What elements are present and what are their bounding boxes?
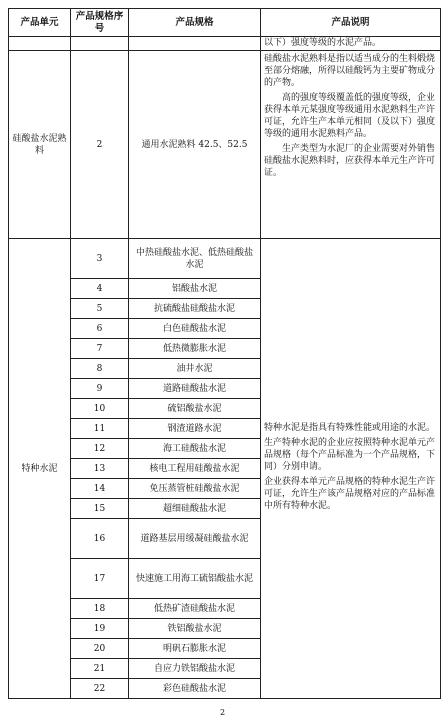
seq-cell: 8 bbox=[71, 359, 129, 379]
header-unit: 产品单元 bbox=[9, 9, 71, 37]
spec-cell: 快速施工用海工硫铝酸盐水泥 bbox=[129, 559, 261, 599]
seq-cell: 4 bbox=[71, 279, 129, 299]
seq-cell: 3 bbox=[71, 239, 129, 279]
seq-cell: 19 bbox=[71, 619, 129, 639]
header-spec: 产品规格 bbox=[129, 9, 261, 37]
clinker-unit: 硅酸盐水泥熟料 bbox=[9, 51, 71, 239]
continued-desc-text: 以下）强度等级的水泥产品。 bbox=[264, 38, 382, 48]
spec-cell: 硫铝酸盐水泥 bbox=[129, 399, 261, 419]
spec-cell: 彩色硅酸盐水泥 bbox=[129, 679, 261, 699]
seq-cell: 16 bbox=[71, 519, 129, 559]
seq-cell: 22 bbox=[71, 679, 129, 699]
spec-cell: 海工硅酸盐水泥 bbox=[129, 439, 261, 459]
continued-unit-cell bbox=[9, 37, 71, 51]
special-desc bbox=[261, 239, 441, 699]
spec-cell: 油井水泥 bbox=[129, 359, 261, 379]
spec-cell: 铝酸盐水泥 bbox=[129, 279, 261, 299]
spec-cell: 铁铝酸盐水泥 bbox=[129, 619, 261, 639]
clinker-desc-p1: 硅酸盐水泥熟料是指以适当成分的生料煅烧至部分熔融，所得以硅酸钙为主要矿物成分的产物。 bbox=[264, 54, 436, 88]
special-unit: 特种水泥 bbox=[9, 239, 71, 699]
clinker-desc bbox=[261, 51, 441, 239]
spec-cell: 低热矿渣硅酸盐水泥 bbox=[129, 599, 261, 619]
spec-cell: 明矾石膨胀水泥 bbox=[129, 639, 261, 659]
clinker-row bbox=[9, 51, 441, 239]
page-number: 2 bbox=[219, 708, 226, 717]
special-desc-p1: 特种水泥是指具有特殊性能或用途的水泥。 bbox=[264, 423, 436, 433]
seq-cell: 20 bbox=[71, 639, 129, 659]
seq-cell: 5 bbox=[71, 299, 129, 319]
spec-cell: 钢渣道路水泥 bbox=[129, 419, 261, 439]
clinker-spec: 通用水泥熟料 42.5、52.5 bbox=[129, 51, 261, 239]
spec-cell: 核电工程用硅酸盐水泥 bbox=[129, 459, 261, 479]
seq-cell: 21 bbox=[71, 659, 129, 679]
header-seq: 产品规格序号 bbox=[71, 9, 129, 37]
seq-cell: 7 bbox=[71, 339, 129, 359]
seq-cell: 18 bbox=[71, 599, 129, 619]
clinker-desc-p2: 高的强度等级覆盖低的强度等级，企业获得本单元某强度等级通用水泥熟料生产许可证，允许生产本单元相同（及以下）强度等级的通用水泥熟料产品。 bbox=[264, 93, 436, 139]
clinker-desc-p3: 生产类型为水泥厂的企业需要对外销售硅酸盐水泥熟料时，应获得本单元生产许可证。 bbox=[264, 144, 436, 178]
clinker-seq: 2 bbox=[71, 51, 129, 239]
spec-cell: 自应力铁铝酸盐水泥 bbox=[129, 659, 261, 679]
seq-cell: 17 bbox=[71, 559, 129, 599]
header-row bbox=[9, 9, 441, 37]
seq-cell: 9 bbox=[71, 379, 129, 399]
special-desc-p2: 生产特种水泥的企业应按照特种水泥单元产品规格（每个产品标准为一个产品规格，下同）分别申请。 bbox=[264, 438, 436, 472]
spec-cell: 免压蒸管桩硅酸盐水泥 bbox=[129, 479, 261, 499]
special-desc-p3: 企业获得本单元产品规格的特种水泥生产许可证，允许生产该产品规格对应的产品标准中所有特种水泥。 bbox=[264, 477, 436, 511]
seq-cell: 11 bbox=[71, 419, 129, 439]
header-desc: 产品说明 bbox=[261, 9, 441, 37]
continued-spec-cell bbox=[129, 37, 261, 51]
table-row bbox=[9, 239, 441, 279]
product-table bbox=[8, 8, 441, 699]
continued-seq-cell bbox=[71, 37, 129, 51]
seq-cell: 14 bbox=[71, 479, 129, 499]
spec-cell: 白色硅酸盐水泥 bbox=[129, 319, 261, 339]
continued-row bbox=[9, 37, 441, 51]
seq-cell: 6 bbox=[71, 319, 129, 339]
spec-cell: 道路基层用缓凝硅酸盐水泥 bbox=[129, 519, 261, 559]
spec-cell: 中热硅酸盐水泥、低热硅酸盐水泥 bbox=[129, 239, 261, 279]
spec-cell: 抗硫酸盐硅酸盐水泥 bbox=[129, 299, 261, 319]
continued-desc-cell bbox=[261, 37, 441, 51]
seq-cell: 15 bbox=[71, 499, 129, 519]
seq-cell: 12 bbox=[71, 439, 129, 459]
spec-cell: 道路硅酸盐水泥 bbox=[129, 379, 261, 399]
spec-cell: 低热微膨胀水泥 bbox=[129, 339, 261, 359]
seq-cell: 10 bbox=[71, 399, 129, 419]
spec-cell: 超细硅酸盐水泥 bbox=[129, 499, 261, 519]
seq-cell: 13 bbox=[71, 459, 129, 479]
